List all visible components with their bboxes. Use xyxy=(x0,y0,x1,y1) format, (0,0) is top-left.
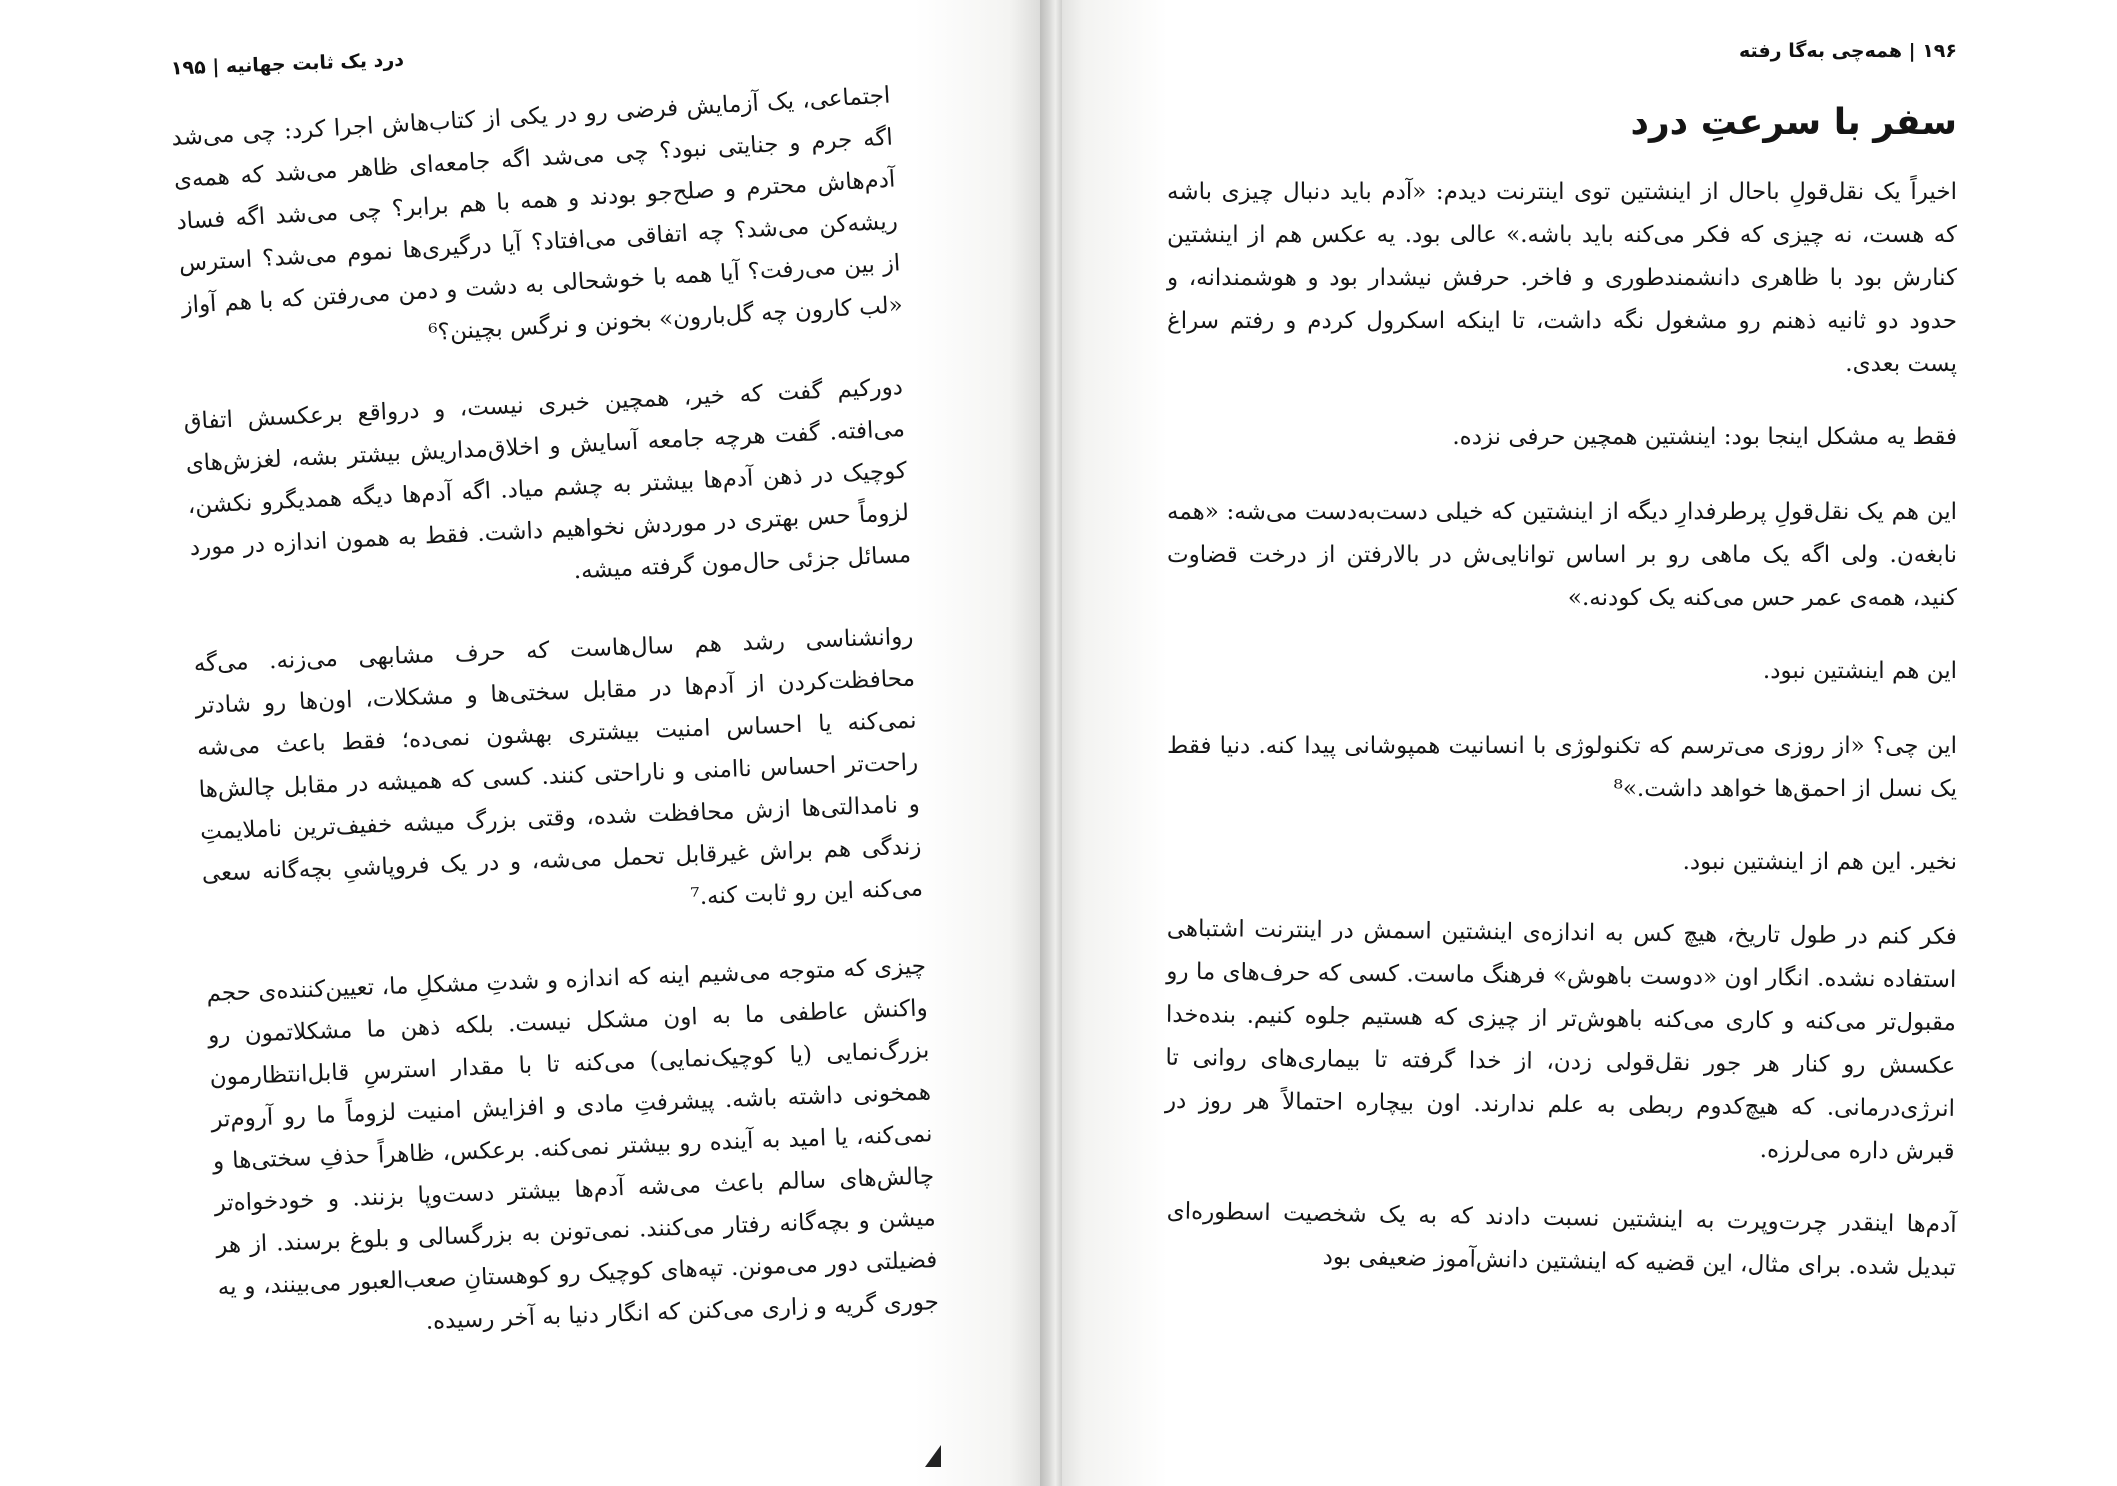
right-paragraph-8: آدم‌ها اینقدر چرت‌وپرت به اینشتین نسبت دادند که به یک شخصیت اسطوره‌ای تبدیل شده. برای مثال، این قضیه که اینشتین دانش‌آموز ضعیفی بود xyxy=(1166,1198,1957,1281)
right-paragraph-7: فکر کنم در طول تاریخ، هیچ کس به اندازه‌ی اینشتین اسمش در اینترنت اشتباهی استفاده نشده. انگار اون «دوست باهوش» فرهنگ ماست. کسی که حرف‌های ما رو مقبول‌تر می‌کنه و کاری می‌کنه باهوش‌تر از چیزی که هستیم جلوه کنیم. بنده‌خدا عکسش رو کنار هر جور نقل‌قولی زدن، از خدا گرفته تا بیماری‌های روانی تا انرژی‌درمانی. که هیچ‌کدوم ربطی به علم ندارند. اون بیچاره احتمالاً هر روز در قبرش داره می‌لرزه. xyxy=(1164,915,1957,1165)
left-page xyxy=(0,0,1040,1486)
book-gutter xyxy=(1040,0,1062,1486)
right-paragraph-6: نخیر. این هم از اینشتین نبود. xyxy=(1682,849,1957,875)
right-paragraph-3: این هم یک نقل‌قولِ پرطرفدارِ دیگه از اینشتین که خیلی دست‌به‌دست می‌شه: «همه نابغه‌ن. ولی اگه یک ماهی رو بر اساس توانایی‌ش در بالارفتن از درخت قضاوت کنید، همه‌ی عمر حس می‌کنه یک کودنه.» xyxy=(1167,499,1957,611)
right-paragraph-4: این هم اینشتین نبود. xyxy=(1762,658,1957,684)
right-paragraph-2: فقط یه مشکل اینجا بود: اینشتین همچین حرفی نزده. xyxy=(1452,424,1957,450)
page-corner-mark xyxy=(925,1445,941,1467)
left-paragraph-4: چیزی که متوجه می‌شیم اینه که اندازه و شدتِ مشکلِ ما، تعیین‌کننده‌ی حجم واکنش عاطفی ما به اون مشکل نیست. بلکه ذهن ما مشکلاتمون رو بزرگ‌نمایی (یا کوچیک‌نمایی) می‌کنه تا با مقدار استرسِ قابل‌انتظارمون همخونی داشته باشه. پیشرفتِ مادی و افزایش امنیت لزوماً ما رو آروم‌تر نمی‌کنه، یا امید به آینده رو بیشتر نمی‌کنه. برعکس، ظاهراً حذفِ سختی‌ها و چالش‌های سالم باعث می‌شه آدم‌ها بیشتر دست‌وپا بزنند. و خودخواه‌تر میشن و بچه‌گانه رفتار می‌کنند. نمی‌تونن به بزرگسالی و بلوغ برسند. از هر فضیلتی دور می‌مونن. تپه‌های کوچیک رو کوهستانِ صعب‌العبور می‌بینند، و یه جوری گریه و زاری می‌کنن که انگار دنیا به آخر رسیده. xyxy=(206,953,940,1335)
left-paragraph-2: دورکیم گفت که خیر، همچین خبری نیست، و درواقع برعکسش اتفاق می‌افته. گفت هرچه جامعه آسایش و اخلاق‌مداریش بیشتر بشه، لغزش‌های کوچیک در ذهن آدم‌ها بیشتر به چشم میاد. اگه آدم‌ها دیگه همدیگرو نکشن، لزوماً حس بهتری در موردش نخواهیم داشت. فقط به همون اندازه در مورد مسائل جزئی حال‌مون گرفته میشه. xyxy=(183,374,912,585)
right-running-head: ۱۹۶ | همه‌چی به‌گا رفته xyxy=(1738,40,1957,62)
right-page-content xyxy=(1164,40,1957,1320)
right-paragraph-1: اخیراً یک نقل‌قولِ باحال از اینشتین توی اینترنت دیدم: «آدم باید دنبال چیزی باشه که هست، نه چیزی که فکر می‌کنه باید باشه.» عالی بود. یه عکس هم از اینشتین کنارش بود با ظاهری دانشمندطوری و فاخر. حرفش نیشدار بود و هوشمندانه، و حدود دو ثانیه ذهنم رو مشغول نگه داشت، تا اینکه اسکرول کردم و رفتم سراغ پست بعدی. xyxy=(1167,179,1957,377)
chapter-title: سفر با سرعتِ درد xyxy=(1630,102,1957,143)
right-paragraph-5: این چی؟ «از روزی می‌ترسم که تکنولوژی با انسانیت همپوشانی پیدا کنه. دنیا فقط یک نسل از احمق‌ها خواهد داشت.»⁸ xyxy=(1167,733,1957,802)
right-page xyxy=(1062,0,2117,1486)
left-paragraph-1: اجتماعی، یک آزمایش فرضی رو در یکی از کتاب‌هاش اجرا کرد: چی می‌شد اگه جرم و جنایتی نبود؟ چی می‌شد اگه جامعه‌ای ظاهر می‌شد که همه‌ی آدم‌هاش محترم و صلح‌جو بودند و همه با هم برابر؟ چی می‌شد اگه فساد ریشه‌کن می‌شد؟ چه اتفاقی می‌افتاد؟ آیا درگیری‌ها نموم می‌شد؟ استرس از بین می‌رفت؟ آیا همه با خوشحالی به دشت و دمن می‌رفتن که با هم آواز «لب کارون چه گل‌بارون» بخونن و نرگس بچینن؟⁶ xyxy=(170,82,904,347)
left-running-head: درد یک ثابت جهانیه | ۱۹۵ xyxy=(170,48,405,80)
left-page-content xyxy=(171,30,942,1387)
left-paragraph-3: روانشناسی رشد هم سال‌هاست که حرف مشابهی می‌زنه. می‌گه محافظت‌کردن از آدم‌ها در مقابل سختی‌ها و مشکلات، اون‌ها رو شادتر نمی‌کنه یا احساس امنیت بیشتری بهشون نمی‌ده؛ فقط باعث می‌شه راحت‌تر احساس ناامنی و ناراحتی کنند. کسی که همیشه در مقابل چالش‌ها و نامدالتی‌ها ازش محافظت شده، وقتی بزرگ میشه خفیف‌ترین ناملایمتِ زندگی هم براش غیرقابل تحمل می‌شه، و در یک فروپاشیِ بچه‌گانه سعی می‌کنه این رو ثابت کنه.⁷ xyxy=(193,623,924,911)
